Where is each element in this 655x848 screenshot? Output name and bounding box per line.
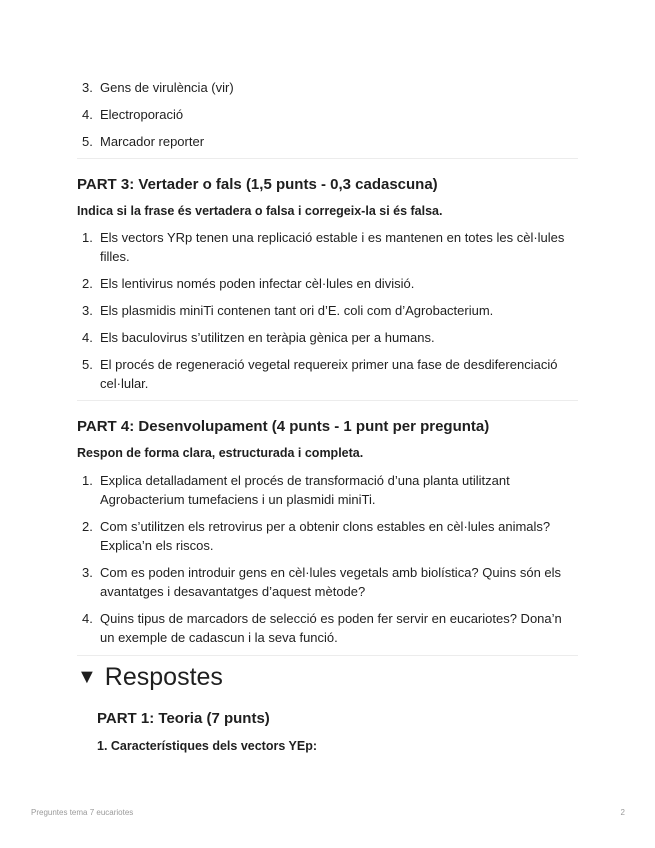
list-item: 1. Explica detalladament el procés de transformació d’una planta utilitzant Agrobacterium tumefaciens i un plasmidi miniTi. — [82, 473, 510, 507]
list-item: 2. Els lentivirus només poden infectar cèl·lules en divisió. — [82, 276, 415, 291]
list-item: 4. Electroporació — [82, 107, 184, 122]
footer-page-number: 2 — [620, 808, 625, 817]
list-item: 5. Marcador reporter — [82, 134, 205, 149]
part3-question-list — [77, 228, 578, 401]
list-item: 3. Com es poden introduir gens en cèl·lules vegetals amb biolística? Quins són els avantatges i desavantatges d’aquest mètode? — [82, 565, 562, 599]
part4-heading: PART 4: Desenvolupament (4 punts - 1 punt per pregunta) — [77, 418, 490, 435]
divider — [77, 400, 578, 401]
answers-toggle[interactable] — [77, 662, 223, 692]
footer-doc-title: Preguntes tema 7 eucariotes — [31, 808, 134, 817]
answers-question1-heading: 1. Característiques dels vectors YEp: — [97, 739, 318, 753]
list-item: 4. Quins tipus de marcadors de selecció es poden fer servir en eucariotes? Dona’n un exemple de cadascun i la seva funció. — [82, 611, 562, 645]
part3-instruction: Indica si la frase és vertadera o falsa i corregeix-la si és falsa. — [77, 204, 443, 218]
list-item: 2. Com s’utilitzen els retrovirus per a obtenir clons estables en cèl·lules animals? Explica’n els riscos. — [82, 519, 551, 553]
list-item: 5. El procés de regeneració vegetal requereix primer una fase de desdiferenciació cel·lular. — [82, 357, 558, 391]
answers-heading: Respostes — [104, 663, 223, 691]
list-item: 1. Els vectors YRp tenen una replicació estable i es mantenen en totes les cèl·lules filles. — [82, 230, 565, 264]
answers-part1-heading: PART 1: Teoria (7 punts) — [97, 710, 270, 727]
divider — [77, 158, 578, 159]
list-item: 4. Els baculovirus s’utilitzen en teràpia gènica per a humans. — [82, 330, 435, 345]
list-item: 3. Gens de virulència (vir) — [82, 80, 234, 95]
list-item: 3. Els plasmidis miniTi contenen tant ori d’E. coli com d’Agrobacterium. — [82, 303, 494, 318]
part4-instruction: Respon de forma clara, estructurada i completa. — [77, 446, 364, 460]
toggle-triangle-icon[interactable]: ▼ — [77, 666, 97, 688]
part4-question-list — [77, 471, 578, 655]
divider — [77, 655, 578, 656]
part3-heading: PART 3: Vertader o fals (1,5 punts - 0,3 cadascuna) — [77, 176, 438, 193]
part2-answer-list-tail — [77, 78, 578, 159]
